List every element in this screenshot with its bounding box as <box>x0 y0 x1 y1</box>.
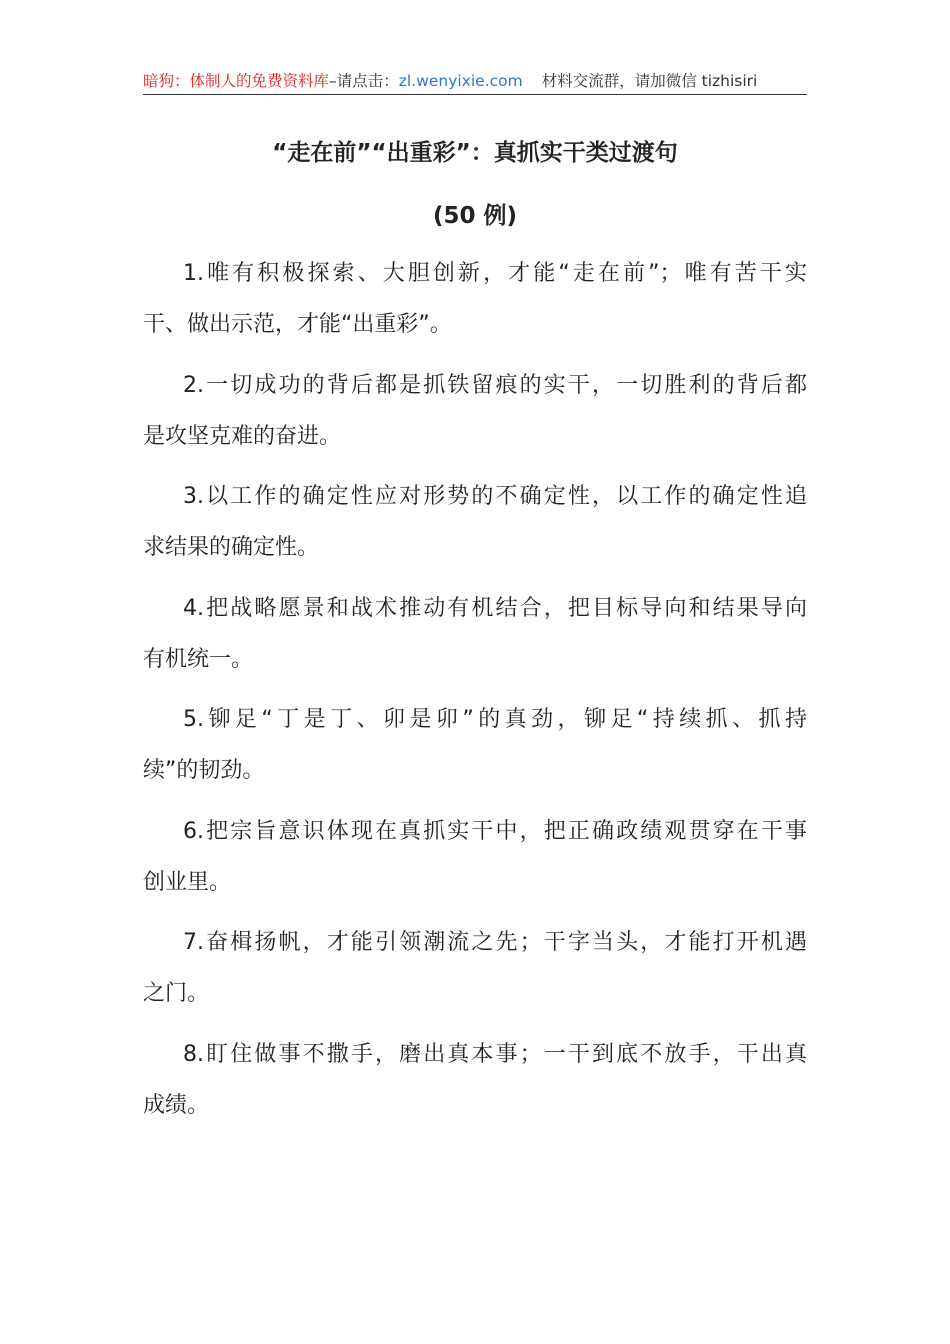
list-item <box>143 248 807 350</box>
header-click-text: –请点击： <box>329 72 399 90</box>
item-line-2: 是攻坚克难的奋进。 <box>143 424 342 449</box>
list-item <box>143 806 807 908</box>
item-line-2: 有机统一。 <box>143 647 254 672</box>
item-line-1: 4.把战略愿景和战术推动有机结合，把目标导向和结果导向 <box>183 596 807 621</box>
item-line-1: 5.铆足“丁是丁、卯是卯”的真劲，铆足“持续抓、抓持 <box>183 707 807 732</box>
list-item <box>143 1029 807 1131</box>
list-item <box>143 471 807 573</box>
list-item <box>143 583 807 685</box>
header-group-text: 材料交流群，请加微信 tizhisiri <box>541 72 758 90</box>
item-line-1: 2.一切成功的背后都是抓铁留痕的实干，一切胜利的背后都 <box>183 373 807 398</box>
item-line-1: 1.唯有积极探索、大胆创新，才能“走在前”；唯有苦干实 <box>183 261 807 286</box>
item-line-2: 成绩。 <box>143 1093 210 1118</box>
header-brand: 暗狗：体制人的免费资料库 <box>143 72 330 90</box>
document-title: “走在前”“出重彩”：真抓实干类过渡句 <box>272 140 678 166</box>
item-line-2: 干、做出示范，才能“出重彩”。 <box>143 312 452 337</box>
item-line-2: 求结果的确定性。 <box>143 535 320 560</box>
list-item <box>143 360 807 462</box>
list-item <box>143 694 807 796</box>
item-line-1: 7.奋楫扬帆，才能引领潮流之先；干字当头，才能打开机遇 <box>183 930 807 955</box>
page-header <box>143 68 807 95</box>
item-line-1: 8.盯住做事不撒手，磨出真本事；一干到底不放手，干出真 <box>183 1042 807 1067</box>
item-line-1: 3.以工作的确定性应对形势的不确定性，以工作的确定性追 <box>183 484 807 509</box>
item-line-2: 之门。 <box>143 981 210 1006</box>
item-line-1: 6.把宗旨意识体现在真抓实干中，把正确政绩观贯穿在干事 <box>183 819 807 844</box>
header-link[interactable]: zl.wenyixie.com <box>398 72 523 90</box>
item-line-2: 续”的韧劲。 <box>143 758 265 783</box>
list-item <box>143 917 807 1019</box>
item-line-2: 创业里。 <box>143 870 232 895</box>
document-subtitle: (50 例) <box>432 203 518 229</box>
